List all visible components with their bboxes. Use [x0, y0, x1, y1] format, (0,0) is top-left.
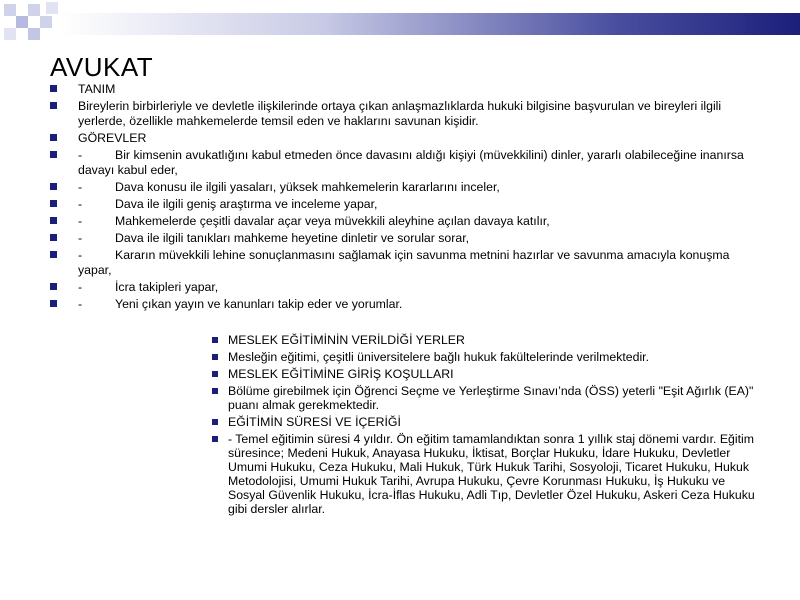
list-item-text: Dava ile ilgili geniş araştırma ve inceleme yapar,	[115, 197, 378, 211]
list-item	[50, 131, 755, 146]
list-item	[50, 214, 755, 229]
list-item	[212, 333, 757, 347]
list-item-text: GÖREVLER	[78, 131, 147, 145]
square-bullet-icon	[50, 183, 57, 190]
square-bullet-icon	[50, 134, 57, 141]
deco-square	[40, 16, 52, 28]
square-bullet-icon	[212, 337, 218, 343]
deco-square	[46, 2, 58, 14]
list-item-text: Mesleğin eğitimi, çeşitli üniversitelere bağlı hukuk fakültelerinde verilmektedir.	[228, 350, 650, 364]
square-bullet-icon	[50, 217, 57, 224]
list-item-text: Kararın müvekkili lehine sonuçlanmasını sağlamak için savunma metnini hazırlar ve savunma amacıyla konuşma yapar,	[78, 248, 730, 277]
list-dash: -	[78, 248, 83, 262]
list-item	[50, 99, 755, 129]
square-bullet-icon	[212, 354, 218, 360]
list-item-text: Dava konusu ile ilgili yasaları, yüksek mahkemelerin kararlarını inceler,	[115, 180, 500, 194]
list-dash: -	[78, 214, 83, 228]
square-bullet-icon	[50, 85, 57, 92]
list-dash: -	[78, 148, 83, 162]
list-item	[50, 197, 755, 212]
list-item	[212, 384, 757, 412]
duties-list	[50, 82, 755, 314]
list-item-text: Yeni çıkan yayın ve kanunları takip eder ve yorumlar.	[115, 297, 403, 311]
header-gradient-bar	[60, 13, 800, 35]
square-bullet-icon	[50, 251, 57, 258]
square-bullet-icon	[212, 436, 218, 442]
deco-square	[4, 4, 16, 16]
list-item-text: Bölüme girebilmek için Öğrenci Seçme ve Yerleştirme Sınavı’nda (ÖSS) yeterli "Eşit Ağırlık (EA)" puanı almak gerekmektedir.	[228, 384, 754, 412]
list-item-text: EĞİTİMİN SÜRESİ VE İÇERİĞİ	[228, 415, 401, 429]
list-item-text: Dava ile ilgili tanıkları mahkeme heyetine dinletir ve sorular sorar,	[115, 231, 470, 245]
list-item	[50, 180, 755, 195]
square-bullet-icon	[50, 102, 57, 109]
list-item	[212, 350, 757, 364]
list-dash: -	[78, 180, 83, 194]
deco-square	[4, 28, 16, 40]
square-bullet-icon	[212, 419, 218, 425]
list-item-text: MESLEK EĞİTİMİNE GİRİŞ KOŞULLARI	[228, 367, 454, 381]
list-item	[50, 248, 755, 278]
list-item	[50, 297, 755, 312]
list-item-text: Mahkemelerde çeşitli davalar açar veya müvekkili aleyhine açılan davaya katılır,	[115, 214, 550, 228]
square-bullet-icon	[50, 283, 57, 290]
list-item-text: Bireylerin birbirleriyle ve devletle ilişkilerinde ortaya çıkan anlaşmazlıklarda hukuki bilgisine başvurulan ve bireyleri ilgili yerlerde, özellikle mahkemelerde temsil eden ve haklarını savunan kişidir.	[78, 99, 722, 128]
square-bullet-icon	[212, 388, 218, 394]
list-dash: -	[78, 297, 83, 311]
deco-square	[16, 16, 28, 28]
deco-square	[28, 28, 40, 40]
list-item-text: İcra takipleri yapar,	[115, 280, 219, 294]
square-bullet-icon	[50, 151, 57, 158]
list-dash: -	[78, 197, 83, 211]
page-title: AVUKAT	[50, 52, 154, 82]
list-item	[50, 82, 755, 97]
square-bullet-icon	[212, 371, 218, 377]
list-item	[50, 231, 755, 246]
list-item-text: TANIM	[78, 82, 116, 96]
square-bullet-icon	[50, 300, 57, 307]
list-dash: -	[78, 280, 83, 294]
list-item-text: Bir kimsenin avukatlığını kabul etmeden önce davasını aldığı kişiyi (müvekkilini) dinler, yararlı olabileceğine inanırsa davayı kabul eder,	[78, 148, 744, 177]
list-item-text: MESLEK EĞİTİMİNİN VERİLDİĞİ YERLER	[228, 333, 465, 347]
list-item	[212, 367, 757, 381]
square-bullet-icon	[50, 234, 57, 241]
list-item-text: - Temel eğitimin süresi 4 yıldır. Ön eğitim tamamlandıktan sonra 1 yıllık staj dönemi vardır. Eğitim süresince; Medeni Hukuk, Anayasa Hukuku, İktisat, Borçlar Hukuku, İdare Hukuku, Devletler Umumi Hukuku, Ceza Hukuku, Mali Hukuk, Türk Hukuk Tarihi, Sosyoloji, Ticaret Hukuku, Hukuk Metodolojisi, Umumi Hukuk Tarihi, Avrupa Hukuku, Çevre Korunması Hukuku, İş Hukuku ve Sosyal Güvenlik Hukuku, İcra-İflas Hukuku, Adli Tıp, Devletler Özel Hukuku, Askeri Ceza Hukuku gibi dersler alırlar.	[228, 432, 755, 516]
deco-square	[28, 4, 40, 16]
list-item	[212, 415, 757, 429]
square-bullet-icon	[50, 200, 57, 207]
list-dash: -	[78, 231, 83, 245]
education-list	[212, 333, 757, 519]
list-item	[50, 148, 755, 178]
list-item	[212, 432, 757, 516]
list-item	[50, 280, 755, 295]
